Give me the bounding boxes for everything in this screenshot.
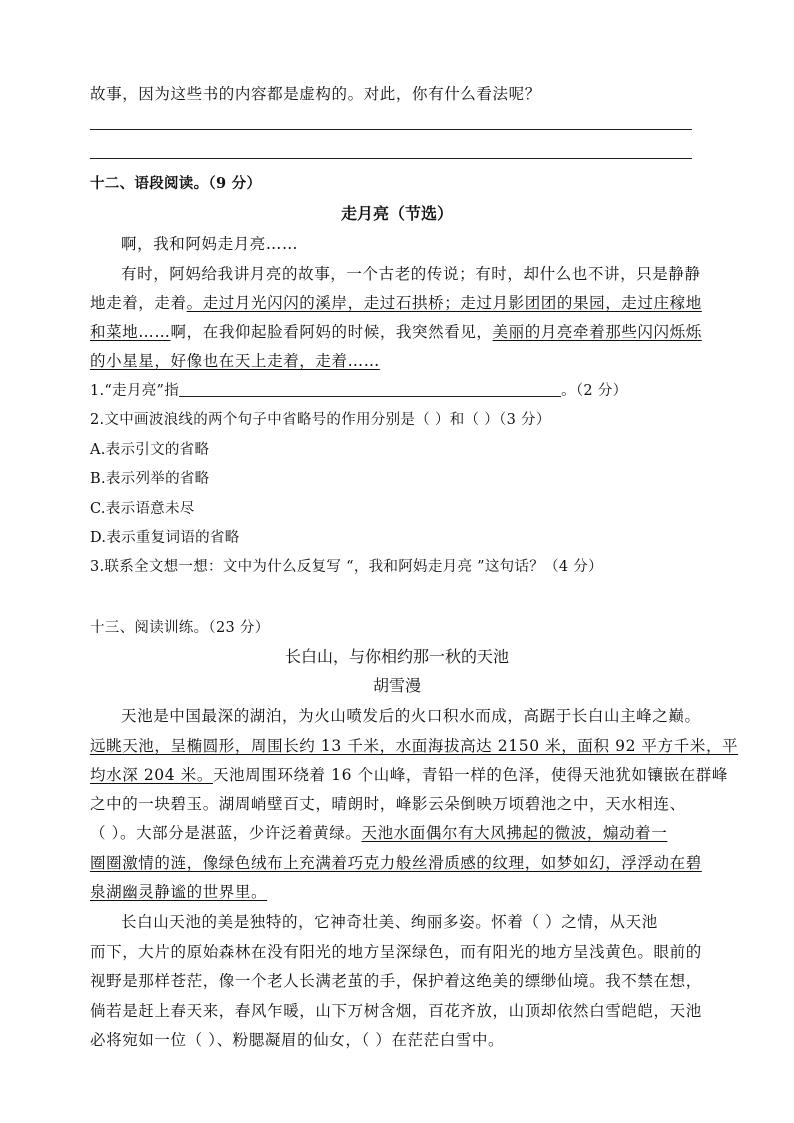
- q1-prompt: 1.“走月亮”指: [90, 383, 180, 399]
- s13-underlined-sentence-mid: 圈圈激情的涟，像绿色绒布上充满着巧克力般丝滑质感的纹理，如梦如幻，浮浮动在碧: [90, 854, 702, 872]
- question-2: 2.文中画波浪线的两个句子中省略号的作用分别是（ ）和（ ）（3 分）: [90, 412, 551, 428]
- s12-p2-line-2: [90, 293, 702, 313]
- option-c: C.表示语意未尽: [90, 501, 195, 517]
- s12-paragraph-1: 啊，我和阿妈走月亮……: [121, 235, 299, 253]
- s12-text: 啊，在我仰起脸看阿妈的时候，我突然看见，: [170, 323, 493, 341]
- s13-underlined-sentence-end: 泉湖幽灵静谧的世界里。: [90, 883, 268, 901]
- option-b: B.表示列举的省略: [90, 471, 210, 487]
- s13-text: 天池周围环绕着 16 个山峰，青铅一样的色泽，使得天池犹如镶嵌在群峰: [212, 766, 728, 784]
- s12-text: 地走着，走着: [90, 294, 187, 312]
- question-1: [90, 381, 627, 401]
- s13-line-7: [90, 882, 267, 902]
- s12-p2-line-4: [90, 351, 380, 371]
- s13-line-5: [90, 823, 667, 843]
- section-13-title: 长白山，与你相约那一秋的天池: [284, 647, 509, 666]
- s13-p2-line-4: 倘若是赶上春天来，春风乍暖，山下万树含烟，百花齐放，山顶却依然白雪皑皑，天池: [90, 1002, 702, 1020]
- s12-wavy-sentence-2: 美丽的月亮牵着那些闪闪烁烁: [492, 323, 702, 341]
- s13-line-1: 天池是中国最深的湖泊，为火山喷发后的火口积水而成，高踞于长白山主峰之巅。: [121, 707, 701, 725]
- s13-line-4: 之中的一块碧玉。湖周峭壁百丈，晴朗时，峰影云朵倒映万顷碧池之中，天水相连、: [90, 795, 686, 813]
- section-12-heading: 十二、语段阅读。（9 分）: [90, 175, 262, 192]
- s13-line-6: [90, 853, 702, 873]
- section-12-title: 走月亮（节选）: [340, 204, 453, 223]
- option-a: A.表示引文的省略: [90, 442, 210, 458]
- s13-p2-line-3: 视野是那样苍茫，像一个老人长满老茧的手，保护着这绝美的缥缈仙境。我不禁在想，: [90, 972, 702, 990]
- s12-p2-line-3: [90, 322, 702, 342]
- question-3: 3.联系全文想一想：文中为什么反复写 “，我和阿妈走月亮 ”这句话？（4 分）: [90, 559, 603, 575]
- s13-line-2: [90, 736, 738, 756]
- section-13-author: 胡雪漫: [372, 676, 421, 695]
- s13-underlined-sentence: 天池水面偶尔有大风拂起的微波，煽动着一: [361, 824, 668, 842]
- intro-line: 故事，因为这些书的内容都是虚构的。对此，你有什么看法呢？: [90, 85, 541, 103]
- s13-underlined-data: 远眺天池，呈椭圆形，周围长约 13 千米，水面海拔高达 2150 米，面积 92 平方千米，平: [90, 737, 739, 755]
- s12-wavy-sentence-1-end: 和菜地……: [90, 323, 171, 341]
- option-d: D.表示重复词语的省略: [90, 530, 240, 546]
- s13-line-3: [90, 765, 728, 785]
- s12-wavy-sentence-2-end: 的小星星，好像也在天上走着，走着……: [90, 352, 380, 370]
- s13-text: （ ）。大部分是湛蓝，少许泛着黄绿。: [90, 824, 362, 842]
- q1-answer-blank[interactable]: [179, 382, 561, 397]
- s13-p2-line-2: 而下，大片的原始森林在没有阳光的地方呈深绿色，而有阳光的地方呈浅黄色。眼前的: [90, 943, 702, 961]
- answer-line-1: [90, 129, 692, 130]
- q1-points: 。（2 分）: [561, 383, 628, 399]
- answer-line-2: [90, 158, 692, 159]
- section-13-heading: 十三、阅读训练。（23 分）: [90, 620, 270, 636]
- s13-underlined-data-end: 均水深 204 米。: [90, 766, 213, 784]
- s13-p2-line-1: 长白山天池的美是独特的，它神奇壮美、绚丽多姿。怀着（ ）之情，从天池: [121, 913, 658, 931]
- s12-p2-line-1: 有时，阿妈给我讲月亮的故事，一个古老的传说；有时，却什么也不讲，只是静静: [121, 265, 701, 283]
- s13-p2-line-5: 必将宛如一位（ ）、粉腮凝眉的仙女，（ ）在茫茫白雪中。: [90, 1031, 505, 1049]
- s12-wavy-sentence-1: 。走过月光闪闪的溪岸，走过石拱桥；走过月影团团的果园，走过庄稼地: [186, 294, 702, 312]
